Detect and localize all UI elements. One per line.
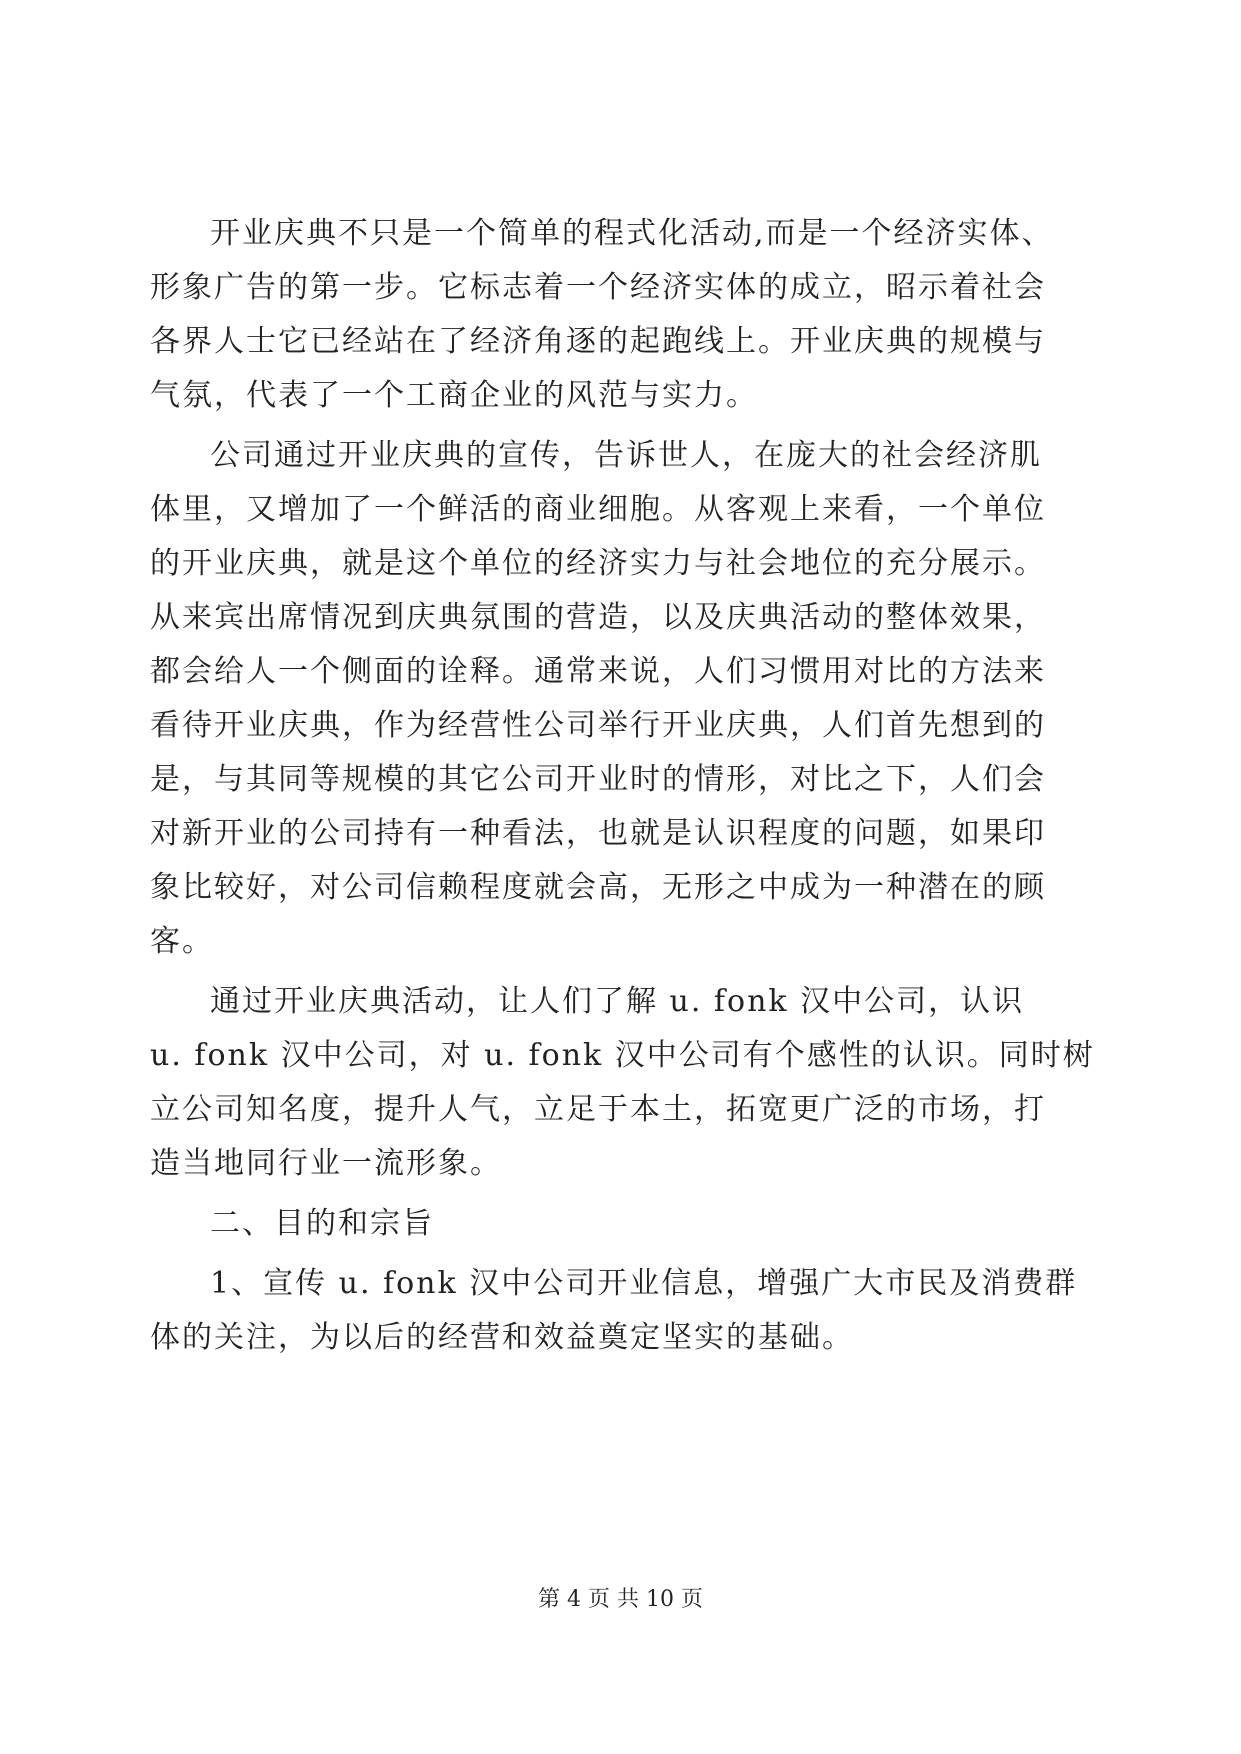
paragraph-line: 都会给人一个侧面的诠释。通常来说，人们习惯用对比的方法来: [150, 654, 1046, 689]
paragraph-line: 造当地同行业一流形象。: [150, 1146, 502, 1181]
paragraph-line: 看待开业庆典，作为经营性公司举行开业庆典，人们首先想到的: [150, 708, 1046, 743]
paragraph-line: 气氛，代表了一个工商企业的风范与实力。: [150, 378, 758, 413]
paragraph-line: 公司通过开业庆典的宣传，告诉世人，在庞大的社会经济肌: [210, 438, 1042, 473]
paragraph-line: 形象广告的第一步。它标志着一个经济实体的成立，昭示着社会: [150, 270, 1046, 305]
paragraph-line: 象比较好，对公司信赖程度就会高，无形之中成为一种潜在的顾: [150, 870, 1046, 905]
paragraph-line: 客。: [150, 924, 214, 959]
paragraph-line: u. fonk 汉中公司，对 u. fonk 汉中公司有个感性的认识。同时树: [150, 1038, 1095, 1073]
page-number-footer: 第 4 页 共 10 页: [538, 1587, 703, 1612]
paragraph-line: 体的关注，为以后的经营和效益奠定坚实的基础。: [150, 1320, 854, 1355]
paragraph-line: 开业庆典不只是一个简单的程式化活动,而是一个经济实体、: [210, 216, 1054, 251]
paragraph-line: 1、宣传 u. fonk 汉中公司开业信息，增强广大市民及消费群: [210, 1266, 1078, 1301]
section-heading: 二、目的和宗旨: [210, 1206, 434, 1241]
paragraph-line: 各界人士它已经站在了经济角逐的起跑线上。开业庆典的规模与: [150, 324, 1046, 359]
paragraph-line: 立公司知名度，提升人气，立足于本土，拓宽更广泛的市场，打: [150, 1092, 1046, 1127]
paragraph-line: 通过开业庆典活动，让人们了解 u. fonk 汉中公司，认识: [210, 984, 1025, 1019]
paragraph-line: 对新开业的公司持有一种看法，也就是认识程度的问题，如果印: [150, 816, 1046, 851]
paragraph-line: 的开业庆典，就是这个单位的经济实力与社会地位的充分展示。: [150, 546, 1046, 581]
paragraph-line: 从来宾出席情况到庆典氛围的营造，以及庆典活动的整体效果，: [150, 600, 1046, 635]
paragraph-line: 体里，又增加了一个鲜活的商业细胞。从客观上来看，一个单位: [150, 492, 1046, 527]
paragraph-line: 是，与其同等规模的其它公司开业时的情形，对比之下，人们会: [150, 762, 1046, 797]
